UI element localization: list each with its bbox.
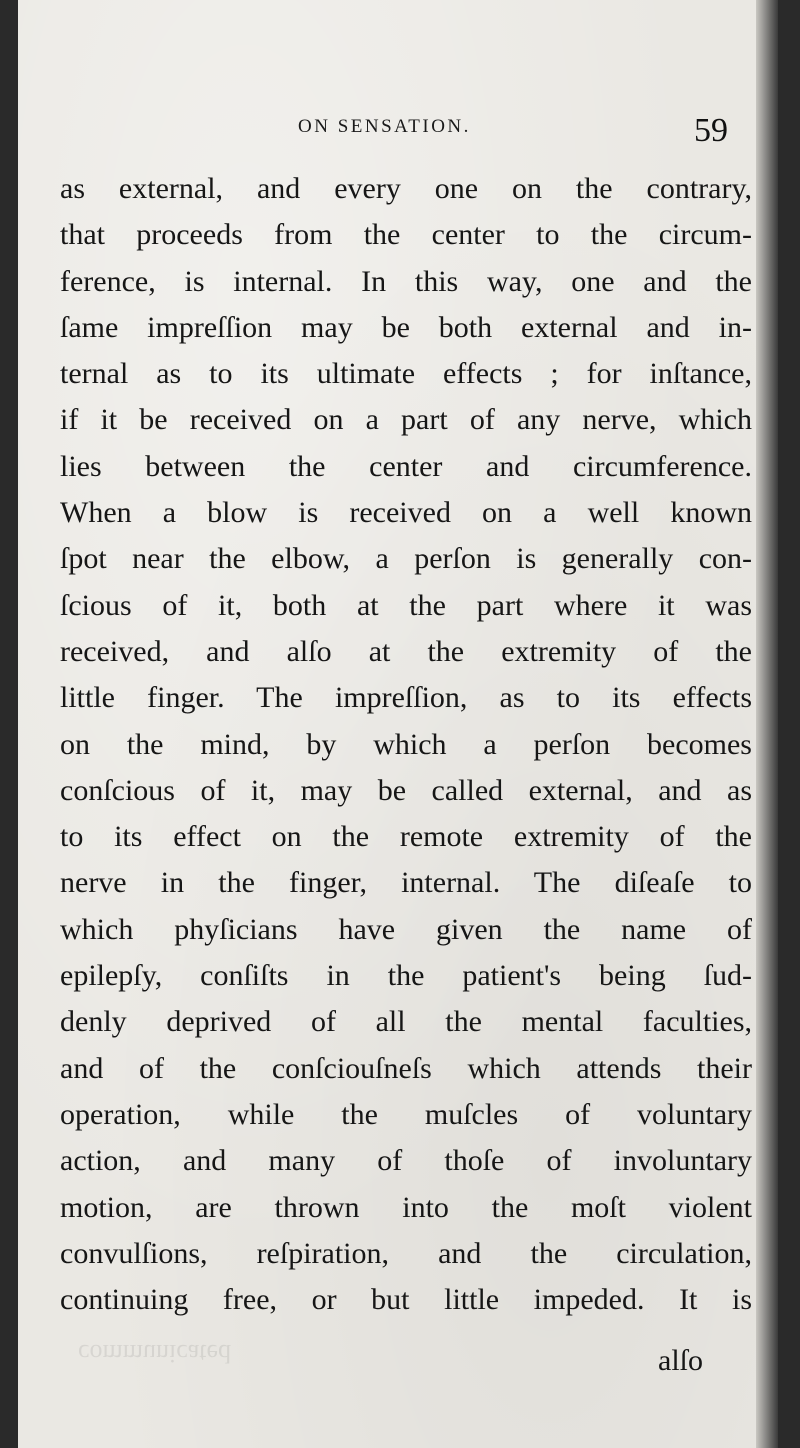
catchword: alſo	[658, 1344, 703, 1377]
text-line: little finger. The impreſſion, as to its effects	[60, 681, 752, 715]
text-line: that proceeds from the center to the circum-	[60, 218, 752, 252]
text-line: operation, while the muſcles of voluntary	[60, 1097, 752, 1131]
text-line: motion, are thrown into the moſt violent	[60, 1190, 752, 1224]
text-line: denly deprived of all the mental faculties,	[60, 1005, 752, 1039]
text-line: received, and alſo at the extremity of the	[60, 634, 752, 668]
text-line: conſcious of it, may be called external, and as	[60, 773, 752, 807]
page-number: 59	[694, 112, 728, 149]
text-line: as external, and every one on the contrary,	[60, 172, 752, 205]
text-line: ſpot near the elbow, a perſon is generally con-	[60, 542, 752, 576]
text-line: ſame impreſſion may be both external and in-	[60, 310, 752, 344]
text-line: if it be received on a part of any nerve, which	[60, 403, 752, 437]
page-edge-shadow	[756, 0, 778, 1448]
text-line: continuing free, or but little impeded. It is	[60, 1283, 752, 1317]
text-line: and of the conſciouſneſs which attends their	[60, 1051, 752, 1085]
running-head: ON SENSATION.	[298, 116, 471, 137]
text-line: convulſions, reſpiration, and the circulation,	[60, 1236, 752, 1270]
text-line: lies between the center and circumference.	[60, 449, 752, 483]
text-line: nerve in the finger, internal. The diſeaſe to	[60, 866, 752, 900]
text-line: epilepſy, conſiſts in the patient's being ſud-	[60, 959, 752, 993]
text-line: on the mind, by which a perſon becomes	[60, 727, 752, 761]
text-line: which phyſicians have given the name of	[60, 912, 752, 946]
text-line: to its effect on the remote extremity of the	[60, 820, 752, 854]
book-page	[18, 0, 778, 1448]
text-line: ſcious of it, both at the part where it was	[60, 588, 752, 622]
bleed-through-text: communicated	[78, 1339, 232, 1368]
text-line: action, and many of thoſe of involuntary	[60, 1144, 752, 1178]
text-line: When a blow is received on a well known	[60, 496, 752, 530]
body-text	[60, 166, 752, 1323]
text-line: ference, is internal. In this way, one and the	[60, 264, 752, 298]
page-header	[18, 112, 778, 152]
text-line: ternal as to its ultimate effects ; for inſtance,	[60, 357, 752, 391]
